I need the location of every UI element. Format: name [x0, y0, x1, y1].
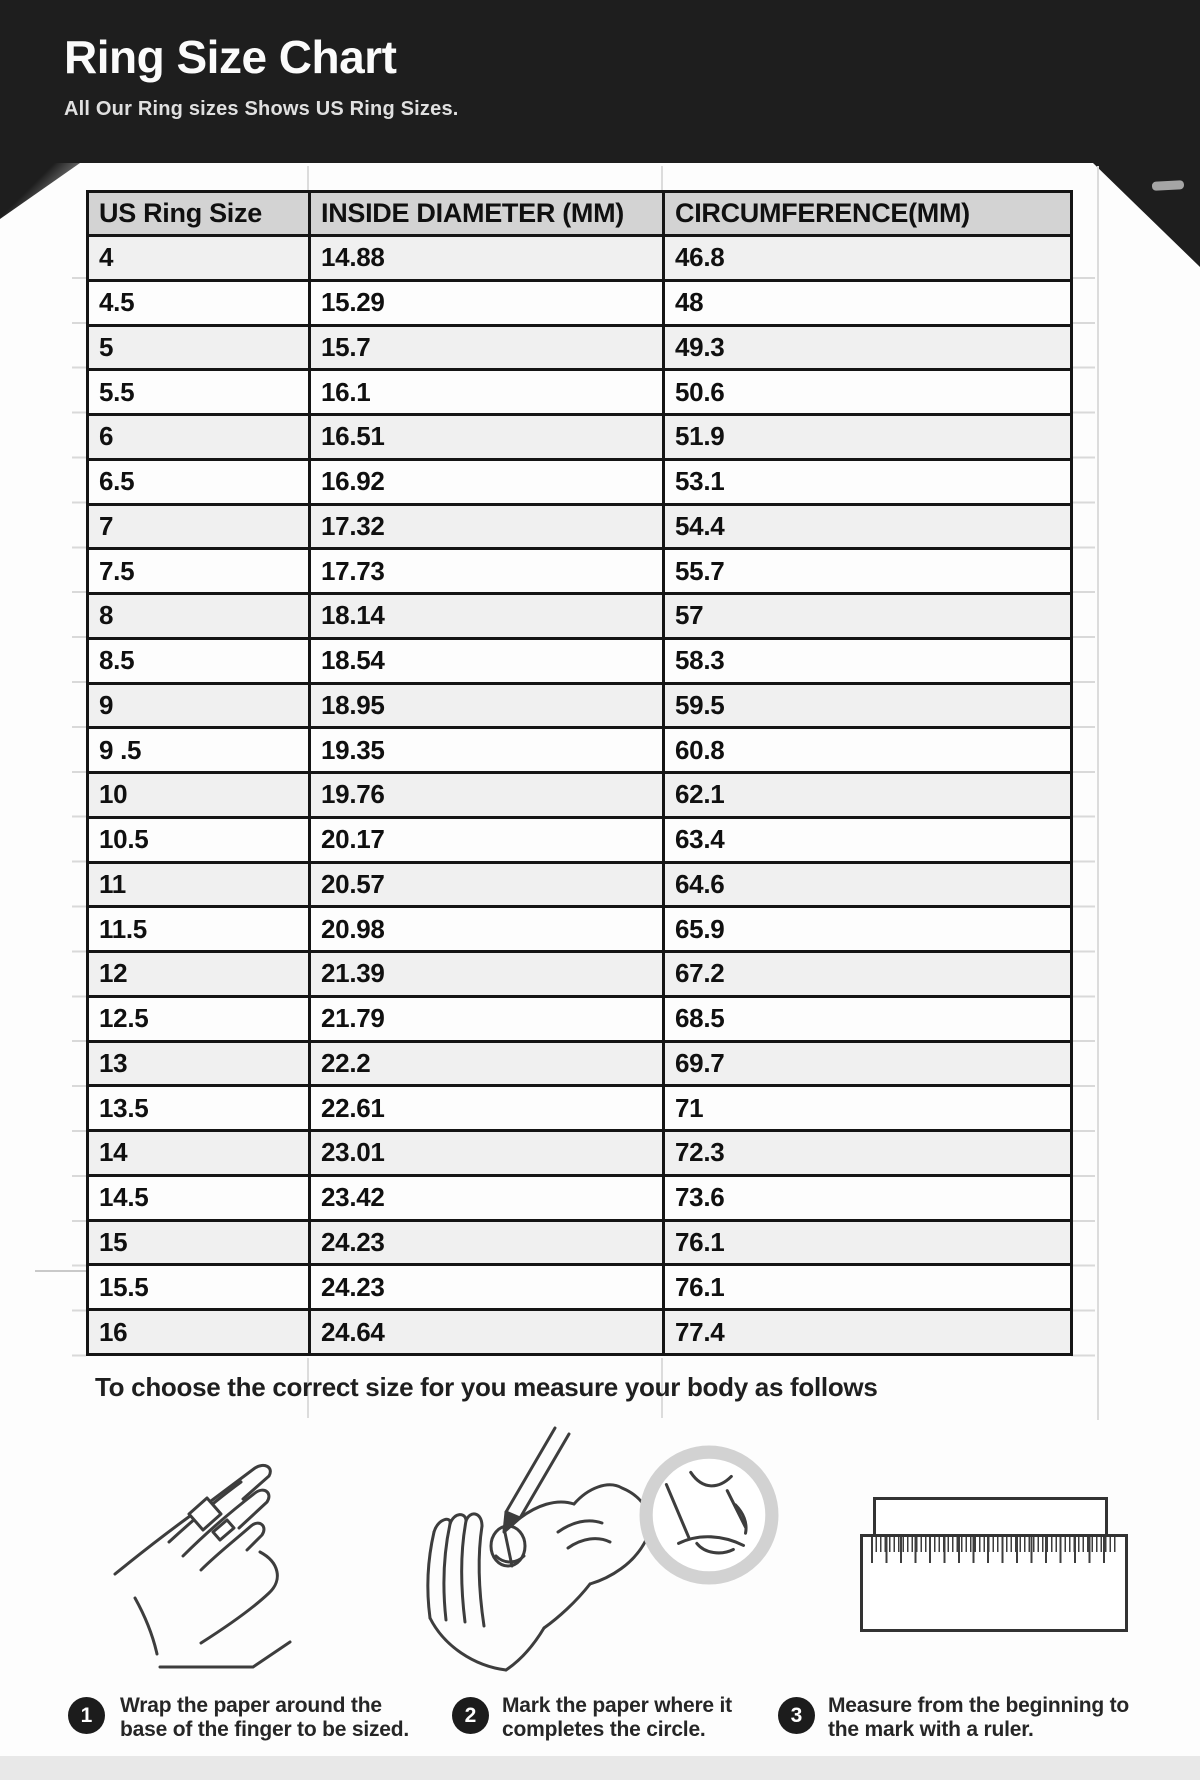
step-2-number: 2 [464, 1703, 477, 1727]
hand-with-paper-strip-illustration [105, 1452, 335, 1677]
table-cell: 58.3 [664, 638, 1072, 683]
table-cell: 24.23 [310, 1220, 664, 1265]
banner-fold-left [0, 163, 80, 219]
table-cell: 21.39 [310, 952, 664, 997]
table-cell: 14.5 [88, 1175, 310, 1220]
table-row [88, 683, 1072, 728]
ruler-illustration [855, 1492, 1125, 1632]
table-cell: 48 [664, 280, 1072, 325]
table-row [88, 594, 1072, 639]
table-row [88, 1131, 1072, 1176]
table-row [88, 862, 1072, 907]
page-title: Ring Size Chart [64, 31, 397, 83]
table-cell: 20.57 [310, 862, 664, 907]
table-cell: 54.4 [664, 504, 1072, 549]
gridline-stub [307, 166, 309, 190]
table-cell: 20.17 [310, 817, 664, 862]
table-cell: 20.98 [310, 907, 664, 952]
table-cell: 21.79 [310, 996, 664, 1041]
table-cell: 23.42 [310, 1175, 664, 1220]
step-3-number: 3 [790, 1703, 803, 1727]
table-row [88, 459, 1072, 504]
table-row [88, 996, 1072, 1041]
table-cell: 55.7 [664, 549, 1072, 594]
table-cell: 65.9 [664, 907, 1072, 952]
table-cell: 4 [88, 236, 310, 281]
table-cell: 73.6 [664, 1175, 1072, 1220]
table-cell: 11 [88, 862, 310, 907]
gridline-stub [1097, 166, 1099, 1420]
table-cell: 63.4 [664, 817, 1072, 862]
table-cell: 12 [88, 952, 310, 997]
step-1-badge [68, 1697, 105, 1734]
table-row [88, 1310, 1072, 1355]
table-cell: 51.9 [664, 415, 1072, 460]
bottom-strip [0, 1756, 1200, 1780]
table-cell: 46.8 [664, 236, 1072, 281]
table-cell: 16.92 [310, 459, 664, 504]
table-cell: 5.5 [88, 370, 310, 415]
table-cell: 14 [88, 1131, 310, 1176]
table-cell: 24.64 [310, 1310, 664, 1355]
table-row [88, 1175, 1072, 1220]
step-2-badge [452, 1697, 489, 1734]
table-cell: 14.88 [310, 236, 664, 281]
table-cell: 7.5 [88, 549, 310, 594]
table-row [88, 1265, 1072, 1310]
table-cell: 16.51 [310, 415, 664, 460]
table-cell: 23.01 [310, 1131, 664, 1176]
table-cell: 53.1 [664, 459, 1072, 504]
table-cell: 17.73 [310, 549, 664, 594]
step-1-caption: Wrap the paper around the base of the finger to be sized. [120, 1694, 410, 1741]
table-cell: 18.54 [310, 638, 664, 683]
table-cell: 13.5 [88, 1086, 310, 1131]
table-cell: 5 [88, 325, 310, 370]
table-row [88, 370, 1072, 415]
table-cell: 6.5 [88, 459, 310, 504]
ring-size-table [86, 190, 1073, 1356]
table-row [88, 1220, 1072, 1265]
step-3-caption: Measure from the beginning to the mark with a ruler. [828, 1694, 1130, 1741]
table-cell: 69.7 [664, 1041, 1072, 1086]
table-cell: 12.5 [88, 996, 310, 1041]
step-3-badge [778, 1697, 815, 1734]
table-row [88, 817, 1072, 862]
table-row [88, 1041, 1072, 1086]
table-cell: 15.29 [310, 280, 664, 325]
table-row [88, 1086, 1072, 1131]
table-cell: 57 [664, 594, 1072, 639]
table-cell: 15.5 [88, 1265, 310, 1310]
table-row [88, 549, 1072, 594]
gridline-stub-band [1071, 234, 1095, 1358]
column-header-us-ring-size: US Ring Size [88, 192, 310, 236]
table-cell: 9 .5 [88, 728, 310, 773]
table-row [88, 280, 1072, 325]
table-cell: 62.1 [664, 773, 1072, 818]
table-cell: 71 [664, 1086, 1072, 1131]
table-header-row [88, 192, 1072, 236]
table-cell: 67.2 [664, 952, 1072, 997]
table-cell: 22.61 [310, 1086, 664, 1131]
magnifier-detail-circle [638, 1444, 780, 1586]
table-cell: 13 [88, 1041, 310, 1086]
table-cell: 64.6 [664, 862, 1072, 907]
table-cell: 8.5 [88, 638, 310, 683]
step-2-caption: Mark the paper where it completes the circle. [502, 1694, 732, 1741]
page-subtitle: All Our Ring sizes Shows US Ring Sizes. [64, 98, 459, 120]
table-cell: 6 [88, 415, 310, 460]
table-cell: 59.5 [664, 683, 1072, 728]
table-cell: 19.76 [310, 773, 664, 818]
table-cell: 60.8 [664, 728, 1072, 773]
gridline-dash [35, 1270, 86, 1272]
table-row [88, 504, 1072, 549]
ruler-ticks-fine [871, 1537, 1117, 1552]
table-row [88, 728, 1072, 773]
header-banner [0, 0, 1200, 163]
table-cell: 17.32 [310, 504, 664, 549]
table-cell: 4.5 [88, 280, 310, 325]
step-1-number: 1 [80, 1703, 93, 1727]
table-cell: 18.14 [310, 594, 664, 639]
table-cell: 16.1 [310, 370, 664, 415]
banner-fold-highlight [1152, 180, 1184, 191]
table-row [88, 952, 1072, 997]
table-cell: 16 [88, 1310, 310, 1355]
banner-fold-right [1093, 163, 1200, 267]
table-cell: 50.6 [664, 370, 1072, 415]
ruler [860, 1534, 1128, 1632]
table-cell: 22.2 [310, 1041, 664, 1086]
gridline-stub [661, 166, 663, 190]
table-row [88, 236, 1072, 281]
table-row [88, 325, 1072, 370]
table-cell: 15 [88, 1220, 310, 1265]
column-header-inside-diameter: INSIDE DIAMETER (MM) [310, 192, 664, 236]
column-header-circumference: CIRCUMFERENCE(MM) [664, 192, 1072, 236]
table-cell: 72.3 [664, 1131, 1072, 1176]
gridline-stub-band [72, 234, 86, 1358]
table-cell: 15.7 [310, 325, 664, 370]
table-cell: 76.1 [664, 1220, 1072, 1265]
table-cell: 9 [88, 683, 310, 728]
table-row [88, 415, 1072, 460]
table-cell: 7 [88, 504, 310, 549]
table-row [88, 773, 1072, 818]
table-cell: 49.3 [664, 325, 1072, 370]
table-cell: 76.1 [664, 1265, 1072, 1310]
table-cell: 77.4 [664, 1310, 1072, 1355]
table-cell: 18.95 [310, 683, 664, 728]
table-cell: 8 [88, 594, 310, 639]
table-cell: 19.35 [310, 728, 664, 773]
table-cell: 10 [88, 773, 310, 818]
table-row [88, 638, 1072, 683]
measure-instruction-text: To choose the correct size for you measure your body as follows [95, 1372, 878, 1402]
table-cell: 24.23 [310, 1265, 664, 1310]
table-cell: 10.5 [88, 817, 310, 862]
table-cell: 68.5 [664, 996, 1072, 1041]
table-row [88, 907, 1072, 952]
table-cell: 11.5 [88, 907, 310, 952]
